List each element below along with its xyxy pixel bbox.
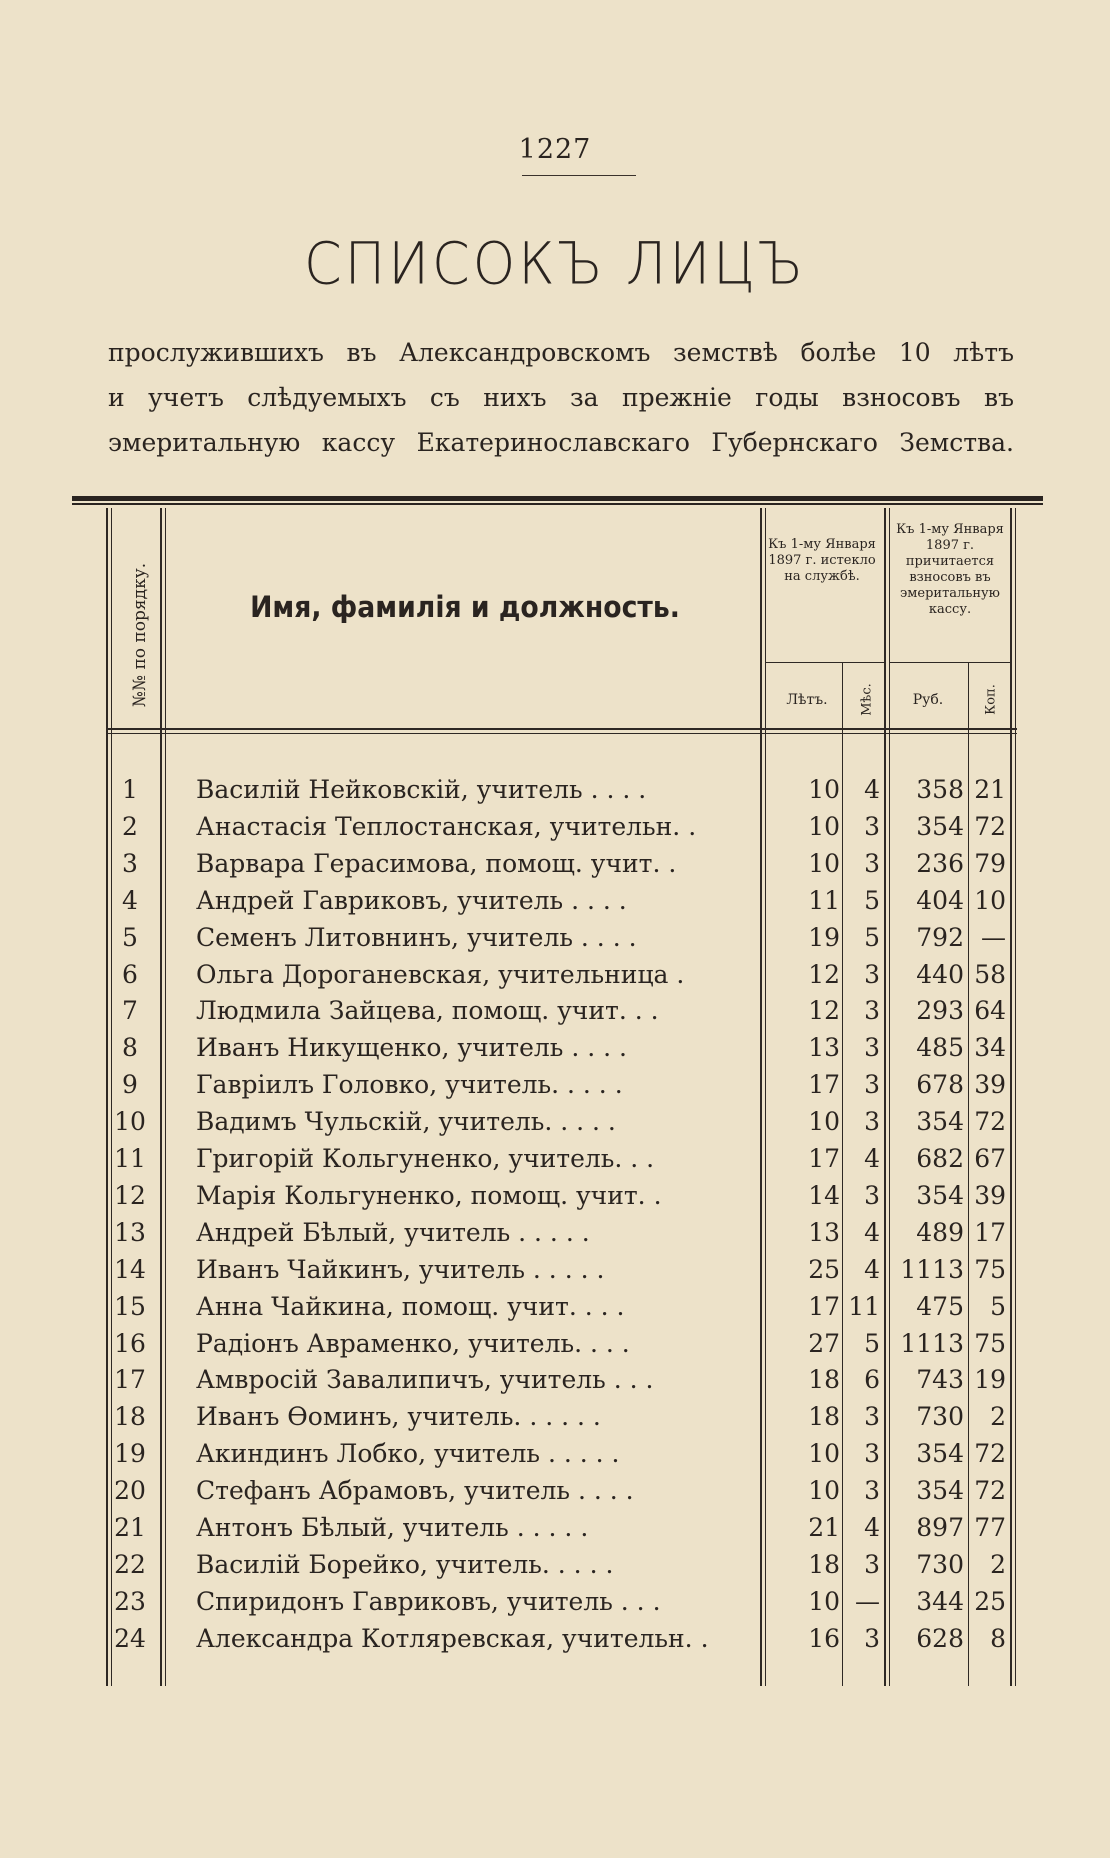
row-name: Ольга Дороганевская, учительница . bbox=[196, 959, 685, 989]
row-months: 3 bbox=[864, 996, 880, 1026]
row-number: 5 bbox=[122, 922, 138, 952]
header-name-col: Имя, фамилія и должность. bbox=[250, 590, 680, 624]
header-rub-col: Руб. bbox=[912, 692, 944, 708]
row-months: 3 bbox=[864, 1070, 880, 1100]
subtitle bbox=[108, 330, 1014, 465]
row-rubles: 489 bbox=[916, 1217, 964, 1247]
row-number: 6 bbox=[122, 959, 138, 989]
row-name: Амвросій Завалипичъ, учитель . . . bbox=[196, 1365, 654, 1395]
table-row bbox=[0, 1361, 1110, 1398]
row-months: 3 bbox=[864, 1623, 880, 1653]
row-years: 17 bbox=[808, 1291, 840, 1321]
row-kopecks: 17 bbox=[974, 1217, 1006, 1247]
row-kopecks: 58 bbox=[974, 959, 1006, 989]
row-kopecks: 67 bbox=[974, 1144, 1006, 1173]
table-row bbox=[0, 1066, 1110, 1103]
row-years: 10 bbox=[808, 1586, 840, 1616]
row-rubles: 344 bbox=[916, 1586, 964, 1616]
table-row bbox=[0, 1583, 1110, 1620]
row-name: Стефанъ Абрамовъ, учитель . . . . bbox=[196, 1476, 634, 1506]
row-name: Григорій Кольгуненко, учитель. . . bbox=[196, 1144, 655, 1173]
row-rubles: 1113 bbox=[900, 1328, 964, 1358]
row-years: 21 bbox=[808, 1513, 840, 1542]
row-rubles: 293 bbox=[916, 996, 964, 1026]
row-kopecks: 72 bbox=[974, 1476, 1006, 1506]
row-months: 3 bbox=[864, 1033, 880, 1063]
row-kopecks: 72 bbox=[974, 1439, 1006, 1469]
table-row bbox=[0, 771, 1110, 808]
row-number: 1 bbox=[122, 775, 138, 804]
row-rubles: 628 bbox=[916, 1623, 964, 1653]
table-row bbox=[0, 956, 1110, 993]
row-years: 14 bbox=[808, 1180, 840, 1210]
row-rubles: 440 bbox=[916, 959, 964, 989]
row-rubles: 1113 bbox=[900, 1254, 964, 1284]
row-years: 16 bbox=[808, 1623, 840, 1653]
row-name: Василій Борейко, учитель. . . . . bbox=[196, 1549, 614, 1579]
row-name: Антонъ Бѣлый, учитель . . . . . bbox=[196, 1513, 589, 1542]
row-number: 8 bbox=[122, 1033, 138, 1063]
row-name: Иванъ Чайкинъ, учитель . . . . . bbox=[196, 1254, 605, 1284]
row-years: 10 bbox=[808, 848, 840, 878]
row-months: 6 bbox=[864, 1365, 880, 1395]
row-kopecks: 19 bbox=[974, 1365, 1006, 1395]
row-number: 12 bbox=[114, 1180, 146, 1210]
row-years: 19 bbox=[808, 922, 840, 952]
row-years: 13 bbox=[808, 1217, 840, 1247]
header-order-col: №№ по порядку. bbox=[130, 562, 150, 708]
subtitle-line-1: прослужившихъ въ Александровскомъ земствѣ болѣе 10 лѣтъ bbox=[108, 338, 1014, 367]
row-kopecks: 77 bbox=[974, 1513, 1006, 1542]
table-top-rule bbox=[72, 496, 1043, 501]
row-number: 7 bbox=[122, 996, 138, 1026]
row-months: 4 bbox=[864, 1217, 880, 1247]
row-name: Акиндинъ Лобко, учитель . . . . . bbox=[196, 1439, 620, 1469]
header-kop-col: Коп. bbox=[983, 684, 999, 715]
row-rubles: 475 bbox=[916, 1291, 964, 1321]
row-years: 13 bbox=[808, 1033, 840, 1063]
row-rubles: 897 bbox=[916, 1513, 964, 1542]
row-number: 17 bbox=[114, 1365, 146, 1395]
row-months: — bbox=[855, 1586, 880, 1616]
row-years: 12 bbox=[808, 959, 840, 989]
table-row bbox=[0, 1214, 1110, 1251]
row-name: Семенъ Литовнинъ, учитель . . . . bbox=[196, 922, 637, 952]
row-years: 27 bbox=[808, 1328, 840, 1358]
row-years: 12 bbox=[808, 996, 840, 1026]
row-name: Спиридонъ Гавриковъ, учитель . . . bbox=[196, 1586, 661, 1616]
row-name: Гавріилъ Головко, учитель. . . . . bbox=[196, 1070, 623, 1100]
row-number: 10 bbox=[114, 1107, 146, 1137]
row-rubles: 354 bbox=[916, 1180, 964, 1210]
table-row bbox=[0, 1103, 1110, 1140]
row-name: Анна Чайкина, помощ. учит. . . . bbox=[196, 1291, 625, 1321]
row-kopecks: 21 bbox=[974, 775, 1006, 804]
row-years: 18 bbox=[808, 1549, 840, 1579]
row-number: 15 bbox=[114, 1291, 146, 1321]
row-kopecks: 75 bbox=[974, 1254, 1006, 1284]
row-kopecks: 2 bbox=[990, 1549, 1006, 1579]
row-rubles: 682 bbox=[916, 1144, 964, 1173]
row-rubles: 743 bbox=[916, 1365, 964, 1395]
row-years: 18 bbox=[808, 1365, 840, 1395]
row-name: Андрей Гавриковъ, учитель . . . . bbox=[196, 885, 627, 915]
table-row bbox=[0, 1029, 1110, 1066]
row-months: 5 bbox=[864, 885, 880, 915]
table-row bbox=[0, 1509, 1110, 1546]
row-number: 11 bbox=[114, 1144, 146, 1173]
row-number: 2 bbox=[122, 811, 138, 841]
header-years-col: Лѣтъ. bbox=[786, 692, 828, 708]
row-rubles: 678 bbox=[916, 1070, 964, 1100]
table-row bbox=[0, 845, 1110, 882]
row-number: 22 bbox=[114, 1549, 146, 1579]
page-title: СПИСОКЪ ЛИЦЪ bbox=[303, 229, 807, 298]
header-months-col: Мѣс. bbox=[859, 683, 875, 716]
row-kopecks: 64 bbox=[974, 996, 1006, 1026]
row-name: Иванъ Ѳоминъ, учитель. . . . . . bbox=[196, 1402, 601, 1432]
row-name: Марія Кольгуненко, помощ. учит. . bbox=[196, 1180, 662, 1210]
row-years: 10 bbox=[808, 1439, 840, 1469]
row-name: Анастасія Теплостанская, учительн. . bbox=[196, 811, 697, 841]
table-row bbox=[0, 1288, 1110, 1325]
row-rubles: 354 bbox=[916, 1107, 964, 1137]
row-number: 21 bbox=[114, 1513, 146, 1542]
row-months: 3 bbox=[864, 1549, 880, 1579]
row-name: Радіонъ Авраменко, учитель. . . . bbox=[196, 1328, 630, 1358]
header-service-group: Къ 1-му Января 1897 г. истекло на службѣ. bbox=[768, 537, 876, 584]
row-months: 3 bbox=[864, 811, 880, 841]
row-years: 17 bbox=[808, 1144, 840, 1173]
row-kopecks: 39 bbox=[974, 1180, 1006, 1210]
row-name: Василій Нейковскій, учитель . . . . bbox=[196, 775, 647, 804]
subtitle-line-2: и учетъ слѣдуемыхъ съ нихъ за прежніе годы взносовъ въ bbox=[108, 383, 1014, 412]
row-number: 24 bbox=[114, 1623, 146, 1653]
table-row bbox=[0, 1140, 1110, 1177]
row-years: 10 bbox=[808, 1476, 840, 1506]
row-kopecks: 34 bbox=[974, 1033, 1006, 1063]
row-rubles: 354 bbox=[916, 811, 964, 841]
row-number: 23 bbox=[114, 1586, 146, 1616]
table-row bbox=[0, 919, 1110, 956]
row-rubles: 358 bbox=[916, 775, 964, 804]
row-number: 16 bbox=[114, 1328, 146, 1358]
row-number: 20 bbox=[114, 1476, 146, 1506]
row-name: Александра Котляревская, учительн. . bbox=[196, 1623, 709, 1653]
table-row bbox=[0, 1251, 1110, 1288]
row-kopecks: 72 bbox=[974, 1107, 1006, 1137]
table-row bbox=[0, 992, 1110, 1029]
row-months: 4 bbox=[864, 1144, 880, 1173]
row-years: 10 bbox=[808, 1107, 840, 1137]
row-months: 3 bbox=[864, 1439, 880, 1469]
row-kopecks: 79 bbox=[974, 848, 1006, 878]
table-row bbox=[0, 1325, 1110, 1362]
row-number: 13 bbox=[114, 1217, 146, 1247]
row-months: 4 bbox=[864, 1254, 880, 1284]
row-months: 5 bbox=[864, 1328, 880, 1358]
row-years: 10 bbox=[808, 775, 840, 804]
row-rubles: 485 bbox=[916, 1033, 964, 1063]
row-months: 3 bbox=[864, 1107, 880, 1137]
row-years: 18 bbox=[808, 1402, 840, 1432]
row-rubles: 354 bbox=[916, 1476, 964, 1506]
row-name: Андрей Бѣлый, учитель . . . . . bbox=[196, 1217, 590, 1247]
row-kopecks: 75 bbox=[974, 1328, 1006, 1358]
row-months: 11 bbox=[848, 1291, 880, 1321]
row-months: 4 bbox=[864, 1513, 880, 1542]
row-number: 9 bbox=[122, 1070, 138, 1100]
row-kopecks: 8 bbox=[990, 1623, 1006, 1653]
row-name: Варвара Герасимова, помощ. учит. . bbox=[196, 848, 677, 878]
row-months: 3 bbox=[864, 1476, 880, 1506]
row-months: 3 bbox=[864, 959, 880, 989]
row-rubles: 792 bbox=[916, 922, 964, 952]
row-years: 25 bbox=[808, 1254, 840, 1284]
row-name: Вадимъ Чульскій, учитель. . . . . bbox=[196, 1107, 616, 1137]
row-years: 10 bbox=[808, 811, 840, 841]
table-row bbox=[0, 1546, 1110, 1583]
table-row bbox=[0, 1177, 1110, 1214]
table-row bbox=[0, 1398, 1110, 1435]
row-rubles: 730 bbox=[916, 1549, 964, 1579]
row-rubles: 730 bbox=[916, 1402, 964, 1432]
row-months: 4 bbox=[864, 775, 880, 804]
row-rubles: 354 bbox=[916, 1439, 964, 1469]
subtitle-line-3: эмеритальную кассу Екатеринославскаго Губернскаго Земства. bbox=[108, 428, 1014, 457]
row-months: 5 bbox=[864, 922, 880, 952]
row-name: Людмила Зайцева, помощ. учит. . . bbox=[196, 996, 659, 1026]
row-number: 14 bbox=[114, 1254, 146, 1284]
table-row bbox=[0, 1620, 1110, 1657]
row-months: 3 bbox=[864, 848, 880, 878]
row-number: 3 bbox=[122, 848, 138, 878]
row-kopecks: 5 bbox=[990, 1291, 1006, 1321]
row-kopecks: 39 bbox=[974, 1070, 1006, 1100]
table-row bbox=[0, 882, 1110, 919]
row-months: 3 bbox=[864, 1402, 880, 1432]
header-fee-group: Къ 1-му Января 1897 г. причитается взносовъ въ эмеритальную кассу. bbox=[896, 522, 1004, 617]
table-row bbox=[0, 1472, 1110, 1509]
page-number: 1227 bbox=[518, 134, 592, 165]
row-kopecks: 25 bbox=[974, 1586, 1006, 1616]
row-kopecks: — bbox=[981, 922, 1006, 952]
row-kopecks: 2 bbox=[990, 1402, 1006, 1432]
row-number: 19 bbox=[114, 1439, 146, 1469]
row-number: 18 bbox=[114, 1402, 146, 1432]
row-years: 11 bbox=[808, 885, 840, 915]
row-months: 3 bbox=[864, 1180, 880, 1210]
row-rubles: 404 bbox=[916, 885, 964, 915]
table-row bbox=[0, 808, 1110, 845]
table-top-rule-2 bbox=[72, 503, 1043, 505]
row-number: 4 bbox=[122, 885, 138, 915]
row-name: Иванъ Никущенко, учитель . . . . bbox=[196, 1033, 627, 1063]
row-kopecks: 72 bbox=[974, 811, 1006, 841]
table-row bbox=[0, 1435, 1110, 1472]
page-number-rule bbox=[522, 175, 636, 176]
row-years: 17 bbox=[808, 1070, 840, 1100]
row-rubles: 236 bbox=[916, 848, 964, 878]
row-kopecks: 10 bbox=[974, 885, 1006, 915]
